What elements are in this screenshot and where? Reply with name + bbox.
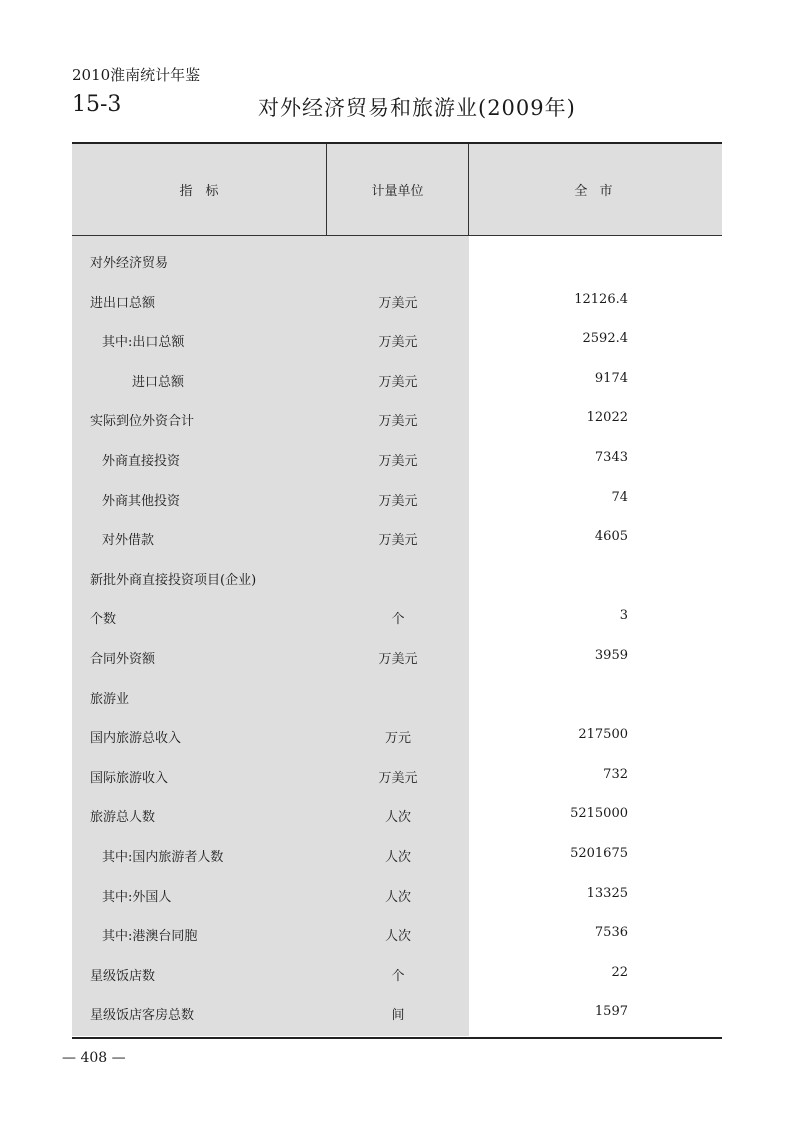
- row-label: 其中:国内旅游者人数: [102, 850, 224, 865]
- table-row: [72, 727, 722, 749]
- row-unit: 个: [391, 968, 405, 984]
- table-title: 对外经济贸易和旅游业(2009年): [258, 96, 576, 120]
- table-row: [72, 252, 722, 274]
- table-row: [72, 410, 722, 432]
- row-value: 9174: [594, 370, 628, 386]
- row-unit: 万元: [384, 731, 411, 747]
- table-row: [72, 331, 722, 353]
- table-row: [72, 450, 722, 472]
- row-value: 2592.4: [582, 331, 628, 347]
- row-value: 12022: [586, 410, 628, 426]
- header-label-unit: 计量单位: [371, 184, 424, 199]
- row-value: 7343: [594, 450, 628, 465]
- table-row: [72, 965, 722, 987]
- table-row: [72, 886, 722, 908]
- table-row: [72, 529, 722, 551]
- row-unit: 万美元: [378, 770, 418, 786]
- row-unit: 万美元: [378, 295, 418, 311]
- row-label: 实际到位外资合计: [90, 414, 195, 430]
- row-unit: 万美元: [378, 493, 418, 509]
- table-row: [72, 569, 722, 591]
- row-label: 对外经济贸易: [90, 256, 169, 271]
- row-label: 其中:外国人: [102, 889, 172, 905]
- row-unit: 万美元: [378, 533, 418, 549]
- table-row: [72, 925, 722, 947]
- row-value: 22: [611, 964, 628, 980]
- row-label: 国际旅游收入: [90, 770, 169, 786]
- row-value: 7536: [594, 925, 628, 941]
- table-bottom-rule: [72, 1037, 722, 1039]
- page-number: — 408 —: [62, 1050, 126, 1066]
- row-label: 进口总额: [132, 374, 185, 390]
- table-row: [72, 371, 722, 393]
- book-title: 2010淮南统计年鉴: [72, 66, 201, 84]
- row-value: 732: [603, 766, 628, 782]
- row-unit: 间: [391, 1008, 405, 1024]
- row-value: 3: [619, 608, 628, 624]
- table-row: [72, 688, 722, 710]
- header-label-indicator: 指 标: [179, 184, 219, 199]
- row-label: 国内旅游总收入: [90, 731, 182, 747]
- row-unit: 人次: [384, 810, 411, 826]
- data-table: [72, 142, 722, 1038]
- row-label: 星级饭店数: [90, 968, 156, 984]
- row-value: 217500: [578, 727, 628, 743]
- table-row: [72, 806, 722, 828]
- header-label-city: 全 市: [574, 184, 617, 199]
- table-number: 15-3: [72, 92, 122, 117]
- row-unit: 人次: [384, 850, 411, 865]
- row-value: 3959: [594, 648, 628, 663]
- table-body-shade: [72, 236, 469, 1036]
- table-row: [72, 292, 722, 314]
- table-row: [72, 608, 722, 630]
- row-unit: 万美元: [378, 652, 418, 667]
- row-value: 74: [611, 489, 628, 505]
- row-label: 旅游总人数: [90, 810, 156, 826]
- row-unit: 万美元: [378, 335, 418, 351]
- row-value: 13325: [586, 885, 628, 901]
- row-value: 1597: [594, 1004, 628, 1020]
- row-label: 合同外资额: [90, 652, 156, 667]
- row-unit: 万美元: [378, 454, 418, 469]
- row-unit: 万美元: [378, 374, 418, 390]
- row-label: 进出口总额: [90, 295, 156, 311]
- table-row: [72, 767, 722, 789]
- table-row: [72, 490, 722, 512]
- row-label: 星级饭店客房总数: [90, 1008, 195, 1024]
- row-value: 12126.4: [574, 291, 628, 307]
- row-value: 5201675: [570, 846, 628, 861]
- header-cell-unit: [327, 144, 469, 236]
- row-label: 个数: [90, 612, 117, 628]
- table-row: [72, 846, 722, 868]
- row-value: 5215000: [570, 806, 628, 822]
- row-label: 对外借款: [102, 533, 155, 549]
- table-row: [72, 1004, 722, 1026]
- header-cell-city: [469, 144, 722, 236]
- table-row: [72, 648, 722, 670]
- row-label: 外商其他投资: [102, 493, 181, 509]
- row-label: 旅游业: [90, 691, 130, 707]
- header-cell-indicator: [72, 144, 327, 236]
- row-label: 外商直接投资: [102, 454, 181, 469]
- row-label: 其中:港澳台同胞: [102, 929, 198, 945]
- row-value: 4605: [594, 529, 628, 545]
- row-label: 新批外商直接投资项目(企业): [90, 572, 257, 588]
- row-unit: 人次: [384, 929, 411, 945]
- row-unit: 人次: [384, 889, 411, 905]
- row-label: 其中:出口总额: [102, 335, 185, 351]
- row-unit: 个: [391, 612, 405, 628]
- row-unit: 万美元: [378, 414, 418, 430]
